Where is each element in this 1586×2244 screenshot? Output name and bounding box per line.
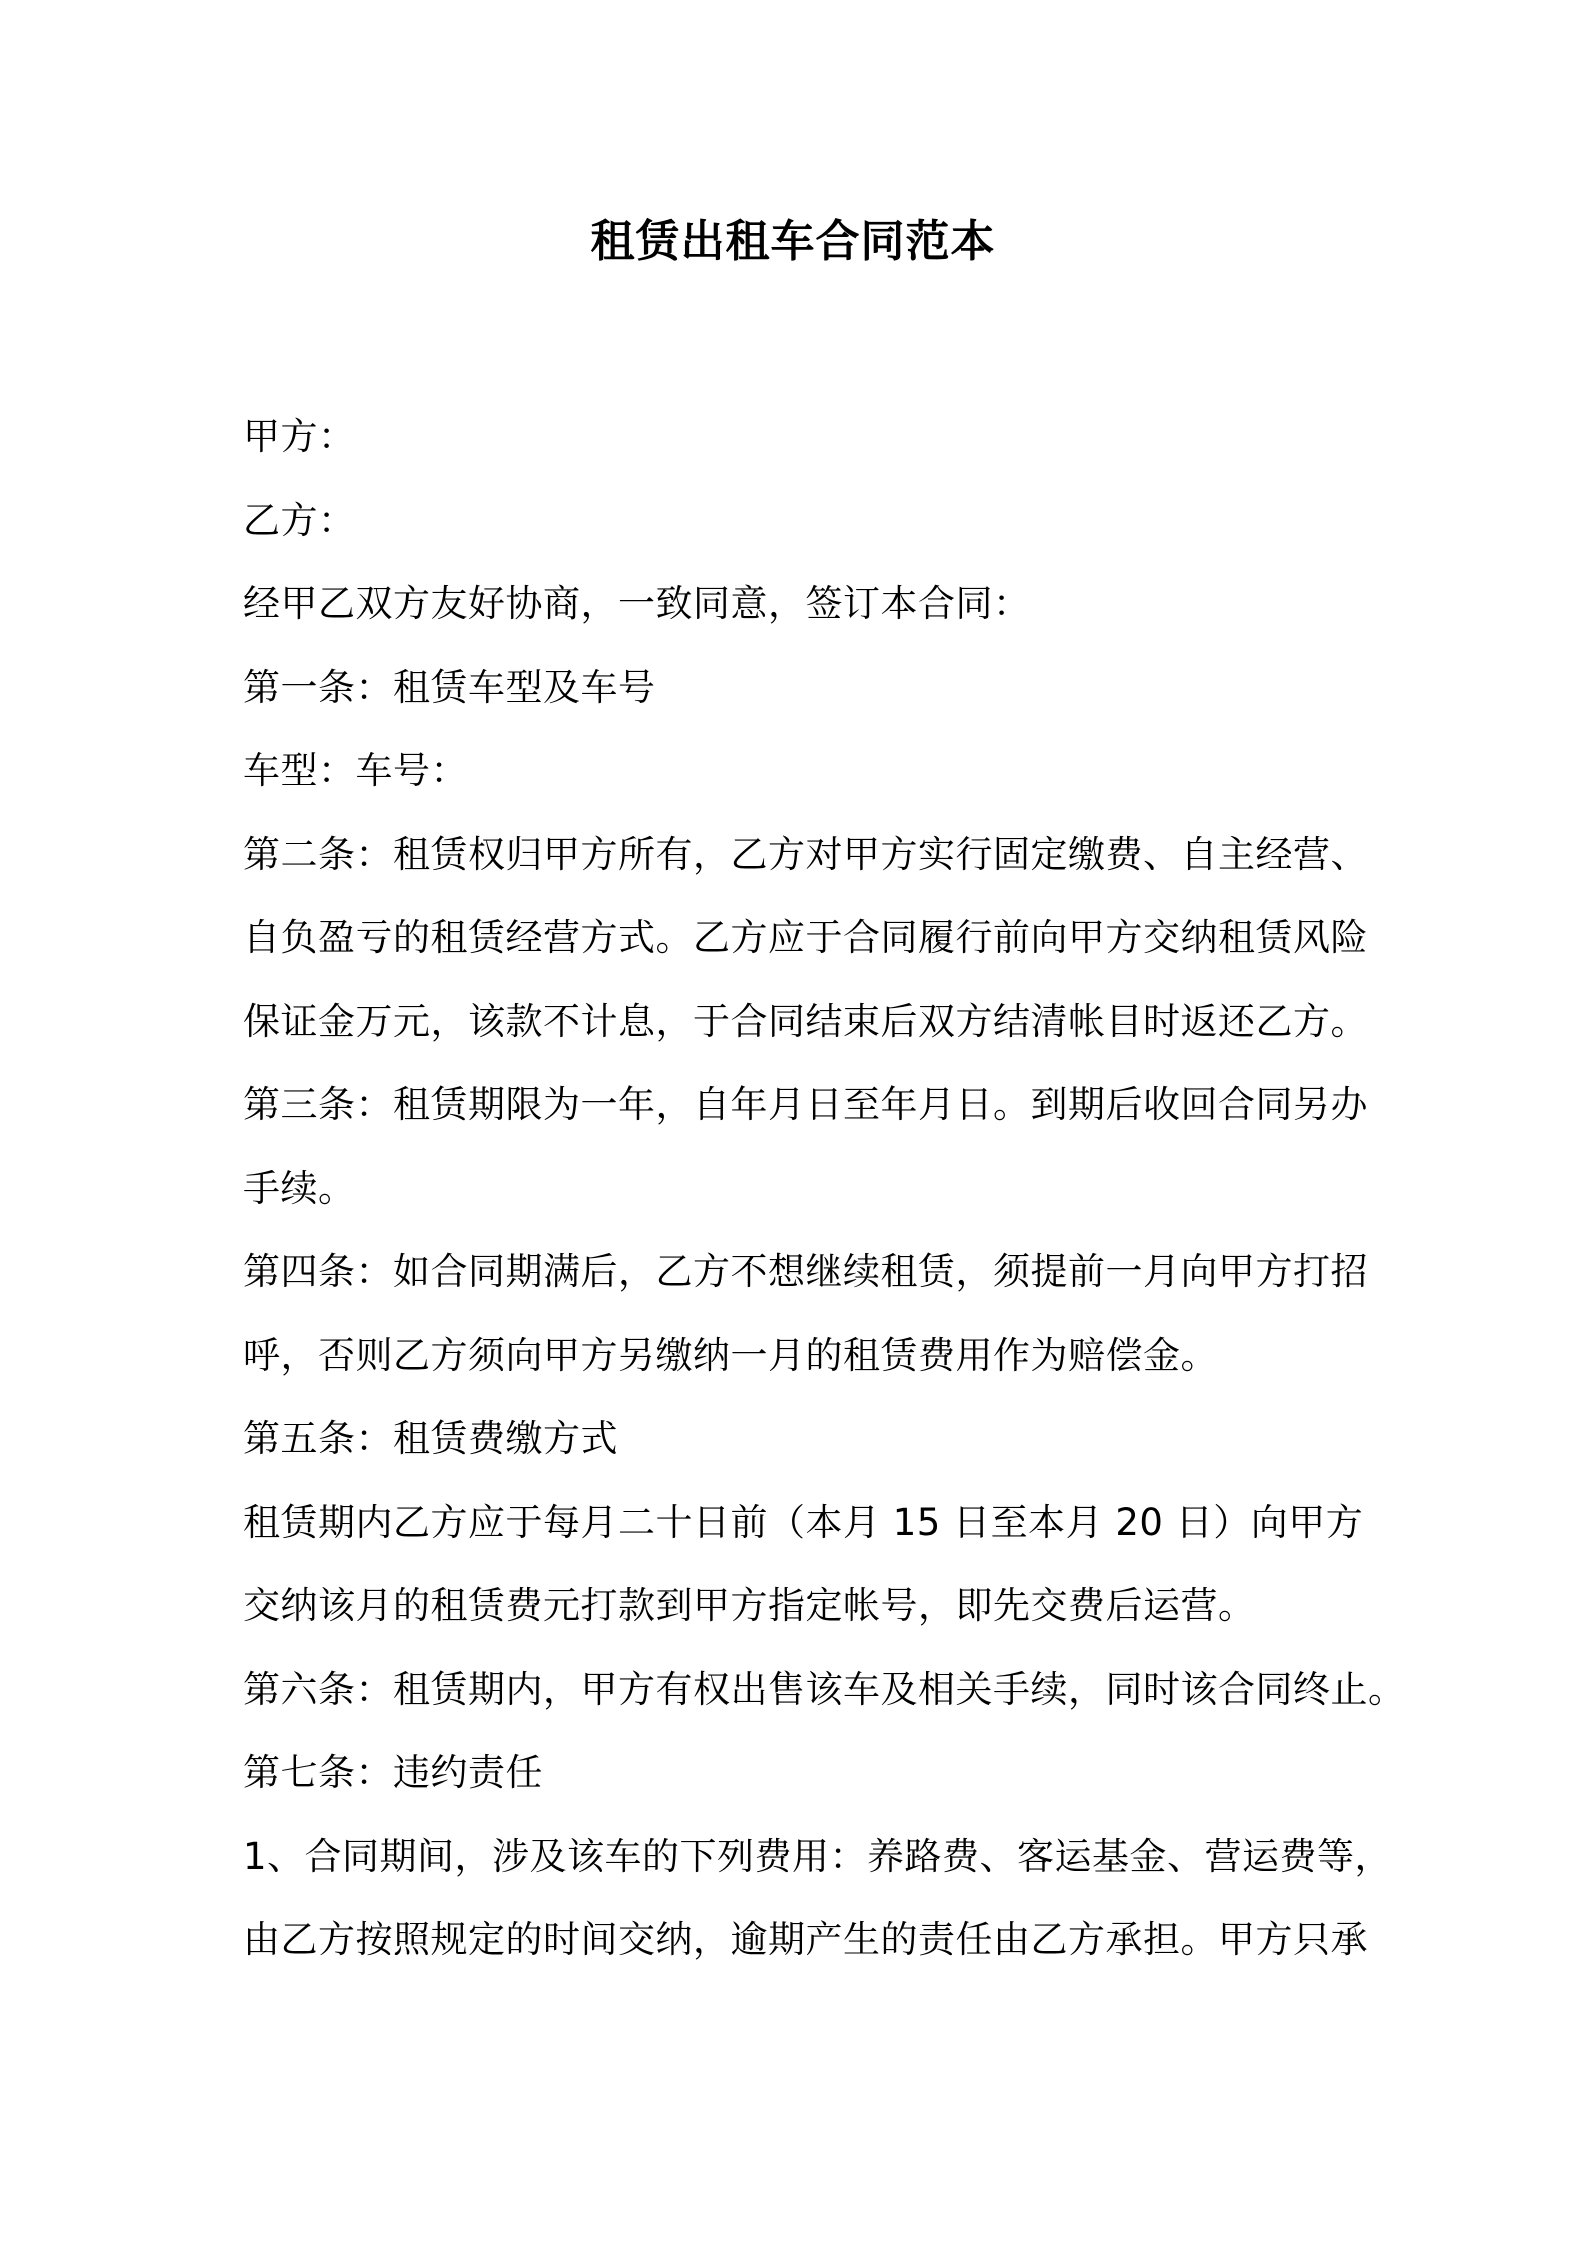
vehicle-info-line: 车型：车号：	[243, 749, 468, 792]
article-7-item-1-line-2: 由乙方按照规定的时间交纳，逾期产生的责任由乙方承担。甲方只承	[243, 1918, 1368, 1961]
article-3-line-1: 第三条：租赁期限为一年，自年月日至年月日。到期后收回合同另办	[243, 1083, 1368, 1126]
article-5-line-2: 交纳该月的租赁费元打款到甲方指定帐号，即先交费后运营。	[243, 1584, 1256, 1627]
article-2-line-1: 第二条：租赁权归甲方所有，乙方对甲方实行固定缴费、自主经营、	[243, 832, 1368, 876]
party-b-line: 乙方：	[243, 498, 356, 542]
article-7-heading: 第七条：违约责任	[243, 1751, 543, 1794]
article-3-line-2: 手续。	[243, 1166, 356, 1210]
document-body	[243, 408, 1406, 1995]
preamble-line: 经甲乙双方友好协商，一致同意，签订本合同：	[243, 582, 1031, 625]
article-5-line-1: 租赁期内乙方应于每月二十日前（本月 15 日至本月 20 日）向甲方	[243, 1500, 1364, 1544]
article-1-heading: 第一条：租赁车型及车号	[243, 665, 656, 709]
article-4-line-1: 第四条：如合同期满后，乙方不想继续租赁，须提前一月向甲方打招	[243, 1250, 1368, 1293]
party-a-line: 甲方：	[243, 415, 356, 458]
article-6-line: 第六条：租赁期内，甲方有权出售该车及相关手续，同时该合同终止。	[243, 1667, 1406, 1711]
article-5-heading: 第五条：租赁费缴方式	[243, 1417, 618, 1460]
article-2-line-3: 保证金万元，该款不计息，于合同结束后双方结清帐目时返还乙方。	[243, 999, 1368, 1043]
article-2-line-2: 自负盈亏的租赁经营方式。乙方应于合同履行前向甲方交纳租赁风险	[243, 916, 1368, 959]
document-title: 租赁出租车合同范本	[590, 216, 996, 267]
article-7-item-1-line-1: 1、合同期间，涉及该车的下列费用：养路费、客运基金、营运费等，	[243, 1834, 1393, 1878]
article-4-line-2: 呼，否则乙方须向甲方另缴纳一月的租赁费用作为赔偿金。	[243, 1333, 1218, 1377]
